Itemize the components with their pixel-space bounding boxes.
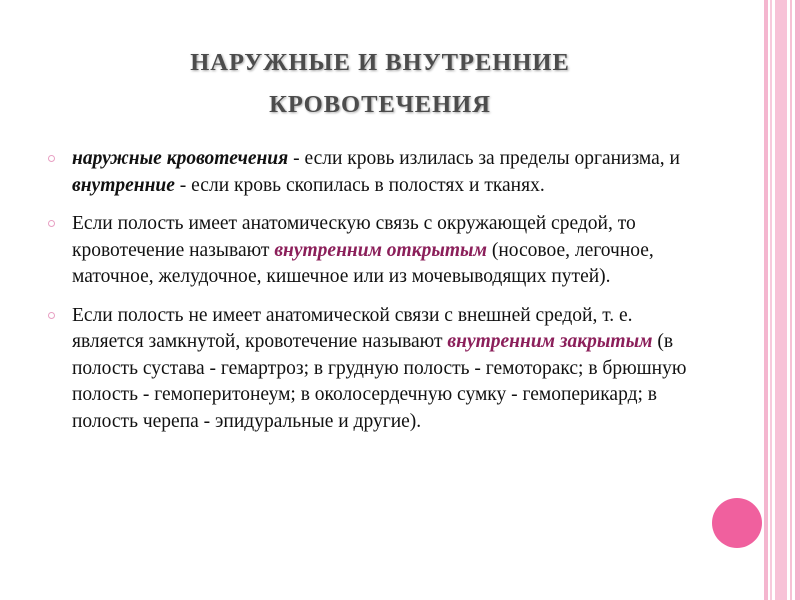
bullet-icon [48,312,55,319]
bullet-icon [48,155,55,162]
decor-circle [712,498,762,548]
paragraph-text: - если кровь излилась за пределы организма, и [288,148,680,169]
decor-stripe [795,0,800,600]
term-external-bleeding: наружные кровотечения [72,148,289,169]
slide-content [48,146,698,447]
bullet-paragraph [48,211,698,291]
slide-title-line: КРОВОТЕЧЕНИЯ [269,91,491,118]
paragraph-text: Если полость имеет анатомическую связь с окружающей средой, то кровотечение называют [72,213,636,261]
decor-stripe [775,0,787,600]
slide-title [60,42,700,126]
paragraph-text: (носовое, легочное, маточное, желудочное, кишечное или из мочевыводящих путей). [72,239,654,287]
term-internal-closed: внутренним закрытым [447,331,653,352]
decor-stripe [770,0,772,600]
paragraph-text: (в полость сустава - гемартроз; в грудную полость - гемоторакс; в брюшную полость - гемоперитонеум; в околосердечную сумку - гемоперикард; в полость черепа - эпидуральные и другие). [72,331,687,432]
paragraph-text: Если полость не имеет анатомической связи с внешней средой, т. е. является замкнутой, кровотечение называют [72,304,633,352]
decor-stripe [790,0,792,600]
bullet-icon [48,220,55,227]
term-internal-open: внутренним открытым [274,239,487,261]
term-internal: внутренние [72,174,175,196]
paragraph-text: - если кровь скопилась в полостях и тканях. [174,174,545,196]
decor-stripe [764,0,768,600]
bullet-paragraph [48,146,698,199]
bullet-paragraph [48,303,698,436]
slide-title-line: НАРУЖНЫЕ И ВНУТРЕННИЕ [190,49,570,76]
